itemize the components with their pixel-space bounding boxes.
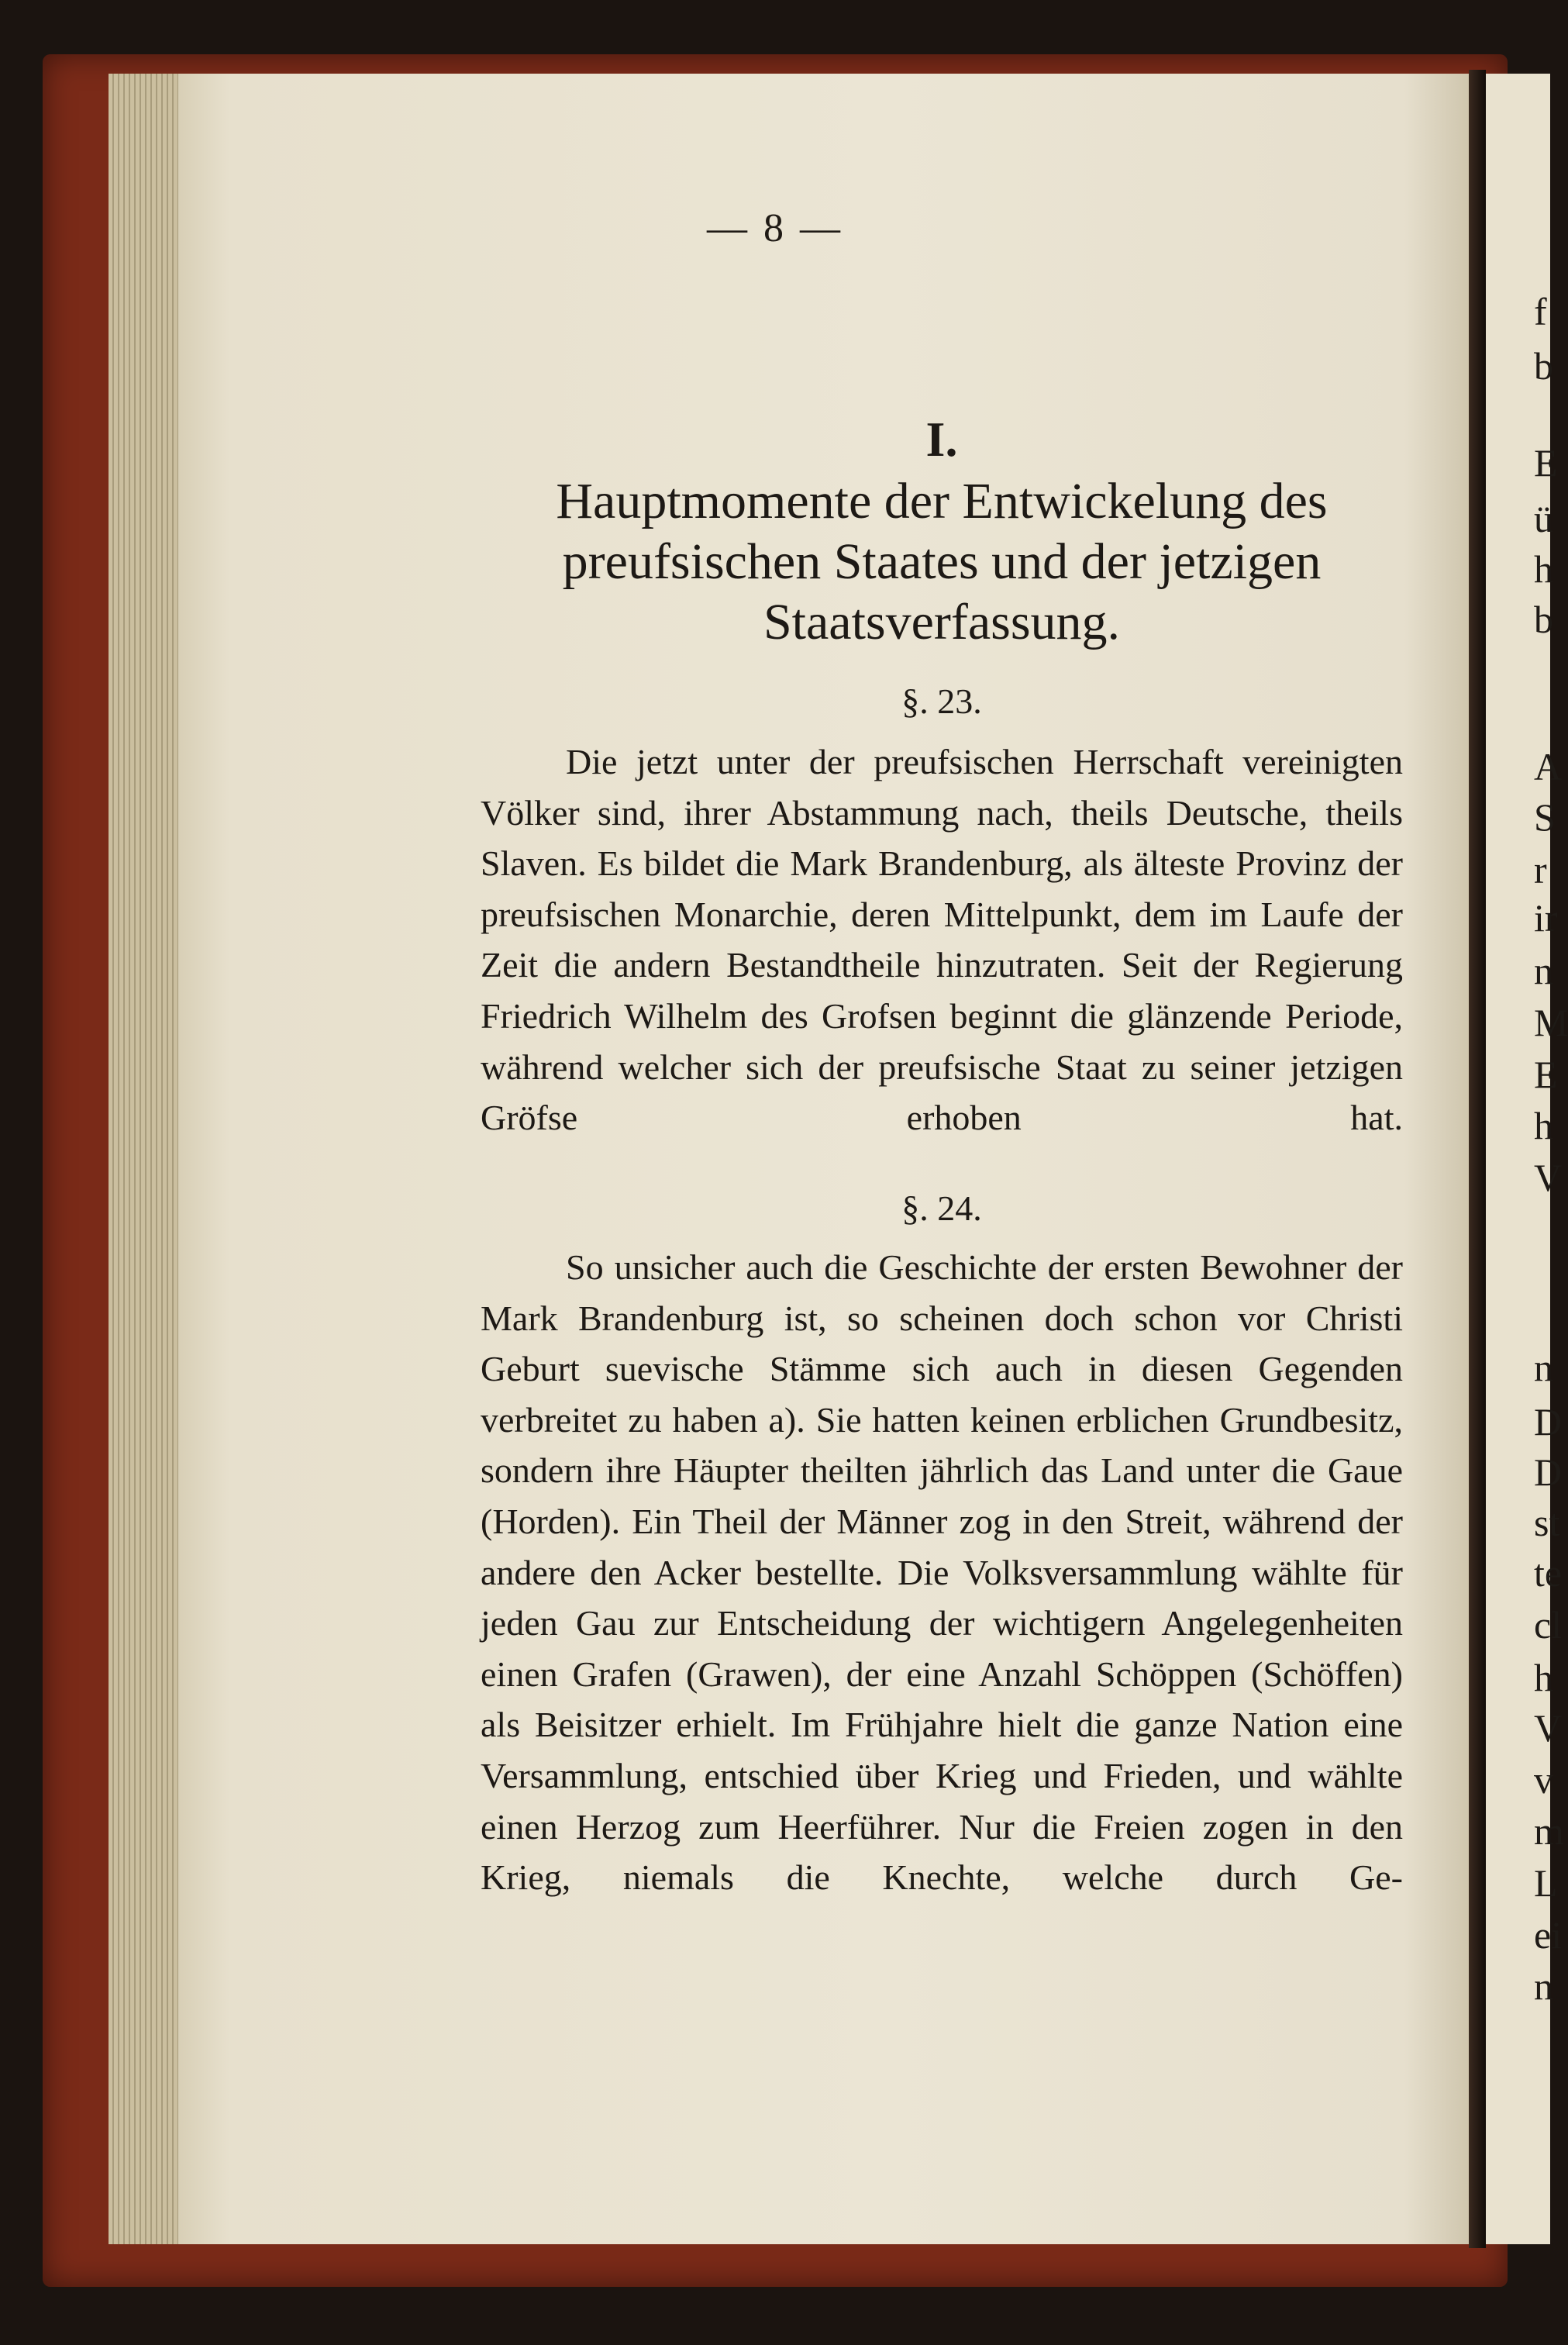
adjacent-page-fragment: ü — [1534, 497, 1553, 540]
page-edges — [109, 74, 178, 2244]
adjacent-page-fragment: b — [1534, 344, 1553, 388]
paragraph-heading: §. 24. — [901, 1188, 982, 1228]
adjacent-page-fragment: ir — [1534, 896, 1558, 940]
adjacent-page-fragment: n — [1534, 1346, 1553, 1389]
paragraph-text — [481, 736, 1403, 1143]
adjacent-page-fragment: h — [1534, 1656, 1553, 1699]
book-page — [178, 74, 1469, 2244]
book-gutter — [1469, 70, 1486, 2248]
adjacent-page-fragment: M — [1534, 1001, 1568, 1044]
adjacent-page-fragment: ei — [1534, 1913, 1563, 1957]
adjacent-page-fragment: V — [1534, 1706, 1563, 1750]
adjacent-page-fragment: n — [1534, 1964, 1553, 2008]
paragraph-heading: §. 23. — [901, 681, 982, 721]
adjacent-page-fragment: h — [1534, 547, 1553, 591]
adjacent-page-fragment: E — [1534, 441, 1558, 485]
adjacent-page-fragment: te — [1534, 1551, 1563, 1595]
adjacent-page-fragment: A — [1534, 745, 1563, 788]
adjacent-page-fragment: v — [1534, 1758, 1553, 1802]
paragraph-body: So unsicher auch die Geschichte der ersten Bewohner der Mark Brandenburg ist, so scheinen doch schon vor Christi Geburt suevische Stämme sich auch in diesen Gegenden verbreitet zu haben a). Sie hatten keinen erblichen Grundbesitz, sondern ihre Häupter theilten jährlich das Land unter die Gaue (Horden). Ein Theil der Männer zog in den Streit, während der andere den Acker bestellte. Die Volksversammlung wählte für jeden Gau zur Entscheidung der wichtigern Angelegenheiten einen Grafen (Grawen), der eine Anzahl Schöppen (Schöffen) als Beisitzer erhielt. Im Frühjahre hielt die ganze Nation eine Versammlung, entschied über Krieg und Frieden, und wählte einen Herzog zum Heerführer. Nur die Freien zogen in den Krieg, niemals die Knechte, welche durch Ge- — [481, 1247, 1403, 1898]
adjacent-page-fragment: m — [1534, 1809, 1564, 1853]
adjacent-page-fragment: S — [1534, 795, 1556, 839]
adjacent-page — [1486, 74, 1568, 2244]
chapter-title: Hauptmomente der Entwickelung des preufsischen Staates und der jetzigen Staatsverfassung. — [556, 473, 1328, 650]
adjacent-page-fragment: st — [1534, 1501, 1560, 1544]
adjacent-page-fragment: h — [1534, 1104, 1553, 1147]
adjacent-page-fragment: b — [1534, 598, 1553, 641]
adjacent-page-fragment: D — [1534, 1450, 1563, 1494]
adjacent-page-fragment: E — [1534, 1053, 1558, 1096]
adjacent-page-fragment: V — [1534, 1156, 1563, 1199]
adjacent-page-fragment: D — [1534, 1400, 1563, 1443]
adjacent-page-fragment: f — [1534, 290, 1547, 333]
adjacent-page-fragment: r — [1534, 848, 1547, 891]
adjacent-page-fragment: cl — [1534, 1603, 1563, 1647]
adjacent-page-fragment: n — [1534, 949, 1553, 992]
paragraph-text — [481, 1242, 1403, 1903]
adjacent-page-fragment: L — [1534, 1861, 1558, 1905]
section-number: I. — [925, 412, 958, 467]
running-head: — 8 — — [707, 206, 843, 250]
paragraph-body: Die jetzt unter der preufsischen Herrschaft vereinigten Völker sind, ihrer Abstammung nach, theils Deutsche, theils Slaven. Es bildet die Mark Brandenburg, als älteste Provinz der preufsischen Monarchie, deren Mittelpunkt, dem im Laufe der Zeit die andern Bestandtheile hinzutraten. Seit der Regierung Friedrich Wilhelm des Grofsen beginnt die glänzende Periode, während welcher sich der preufsische Staat zu seiner jetzigen Gröfse erhoben hat. — [481, 742, 1403, 1138]
